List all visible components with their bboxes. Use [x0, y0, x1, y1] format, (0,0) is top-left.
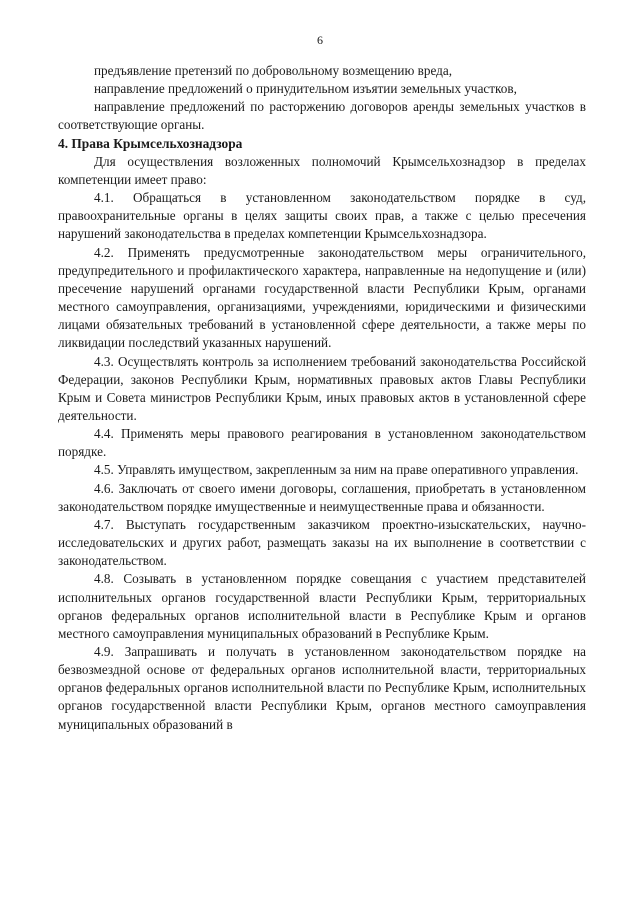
- paragraph-4-4: 4.4. Применять меры правового реагирования в установленном законодательством порядке.: [58, 426, 586, 460]
- section-title: 4. Права Крымсельхознадзора: [58, 135, 243, 151]
- paragraph-4-6: 4.6. Заключать от своего имени договоры, соглашения, приобретать в установленном законодательством порядке имущественные и неимущественные права и обязанности.: [58, 480, 586, 514]
- page-number: 6: [317, 33, 323, 47]
- paragraph-4-3: 4.3. Осуществлять контроль за исполнением требований законодательства Российской Федерации, законов Республики Крым, нормативных правовых актов Главы Республики Крым и Совета министров Республики Крым, иных правовых актов в установленной сфере деятельности.: [58, 353, 586, 423]
- intro-line: направление предложений о принудительном изъятии земельных участков,: [94, 81, 517, 97]
- paragraph-4-1: 4.1. Обращаться в установленном законодательством порядке в суд, правоохранительные органы в целях защиты своих прав, а также с целью пресечения нарушений законодательства в пределах компетенции Крымсельхознадзора.: [58, 190, 586, 242]
- intro-line: направление предложений по расторжению договоров аренды земельных участков в соответствующие органы.: [58, 99, 586, 133]
- paragraph-4-9: 4.9. Запрашивать и получать в установленном законодательством порядке на безвозмездной основе от федеральных органов исполнительной власти, территориальных органов федеральных органов исполнительной власти по Республике Крым, исполнительных органов государственной власти Республики Крым, органов местного самоуправления муниципальных образований в: [58, 644, 586, 732]
- document-body: [58, 62, 586, 734]
- paragraph-4-7: 4.7. Выступать государственным заказчиком проектно-изыскательских, научно-исследовательских и других работ, размещать заказы на их выполнение в соответствии с законодательством.: [58, 516, 586, 569]
- section-lead: Для осуществления возложенных полномочий Крымсельхознадзор в пределах компетенции имеет право:: [58, 153, 586, 187]
- paragraph-4-2: 4.2. Применять предусмотренные законодательством меры ограничительного, предупредительного и профилактического характера, направленные на недопущение и (или) пресечение нарушений органами государственной власти Республики Крым, органами местного самоуправления, организациями, учреждениями, юридическими и физическими лицами обязательных требований в установленной сфере деятельности, а также меры по ликвидации последствий указанных нарушений.: [58, 244, 586, 351]
- paragraph-4-5: 4.5. Управлять имуществом, закрепленным за ним на праве оперативного управления.: [94, 462, 579, 478]
- paragraph-4-8: 4.8. Созывать в установленном порядке совещания с участием представителей исполнительных органов государственной власти Республики Крым, территориальных органов федеральных органов исполнительной власти в Республике Крым и органов местного самоуправления муниципальных образований в Республике Крым.: [58, 571, 586, 641]
- intro-line: предъявление претензий по добровольному возмещению вреда,: [94, 63, 452, 78]
